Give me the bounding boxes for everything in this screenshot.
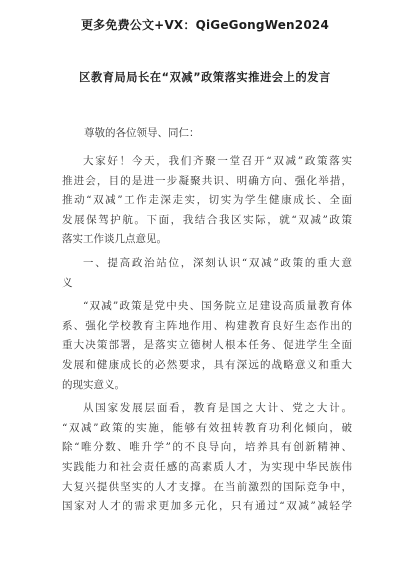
- text-line: 重大决策部署，是落实立德树人根本任务、促进学生全面: [62, 339, 352, 352]
- text-line: 推动“双减”工作走深走实，切实为学生健康成长、全面: [62, 194, 352, 207]
- text-line: “双减”政策的实施，能够有效扭转教育功利化倾向，破: [62, 421, 352, 434]
- paragraph: [62, 297, 352, 395]
- text-line: 发展和健康成长的必然要求，具有深远的战略意义和重大: [62, 358, 352, 371]
- text-line: 实践能力和社会责任感的高素质人才，为实现中华民族伟: [62, 460, 352, 473]
- text-line: 国家对人才的需求更加多元化，只有通过“双减”减轻学: [62, 500, 352, 513]
- paragraph: [62, 399, 352, 517]
- greeting-line: 尊敬的各位领导、同仁：: [84, 127, 200, 139]
- text-line: 一、提高政治站位，深刻认识“双减”政策的重大意: [83, 256, 352, 269]
- text-line: 除“唯分数、唯升学”的不良导向，培养具有创新精神、: [62, 441, 352, 454]
- document-body: [62, 152, 352, 517]
- document-title: 区教育局局长在“双减”政策落实推进会上的发言: [79, 71, 331, 84]
- text-line: 大复兴提供坚实的人才支撑。在当前激烈的国际竞争中，: [62, 480, 352, 493]
- paragraph: [62, 152, 352, 250]
- text-line: 大家好！今天，我们齐聚一堂召开“双减”政策落实: [83, 155, 352, 167]
- paragraph: [62, 254, 352, 293]
- text-line: 的现实意义。: [62, 378, 125, 391]
- text-line: 系、强化学校教育主阵地作用、构建教育良好生态作出的: [62, 319, 352, 332]
- text-line: 落实工作谈几点意见。: [62, 233, 167, 246]
- watermark-header: 更多免费公文+VX：QiGeGongWen2024: [80, 18, 329, 32]
- text-line: 从国家发展层面看，教育是国之大计、党之大计。: [83, 402, 352, 415]
- text-line: 义: [62, 276, 73, 289]
- text-line: 发展保驾护航。下面，我结合我区实际，就“双减”政策: [62, 213, 352, 226]
- text-line: 推进会，目的是进一步凝聚共识、明确方向、强化举措，: [62, 174, 352, 187]
- text-line: “双减”政策是党中央、国务院立足建设高质量教育体: [83, 300, 352, 313]
